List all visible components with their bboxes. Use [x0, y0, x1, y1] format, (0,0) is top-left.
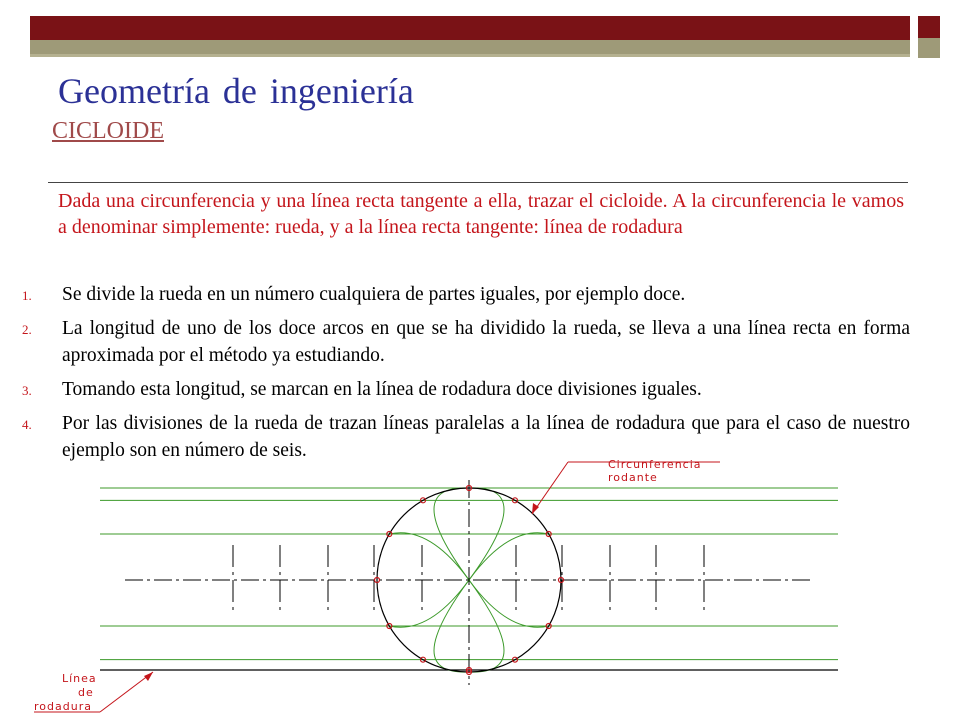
steps-list — [18, 281, 910, 471]
line-label-line2: de — [78, 686, 94, 699]
title-bar-olive-line — [30, 54, 910, 57]
step-number: 1. — [22, 288, 32, 303]
line-label-line1: Línea — [62, 672, 97, 685]
corner-square-red — [918, 16, 940, 38]
step-number: 2. — [22, 322, 32, 337]
line-label-line3: rodadura — [34, 700, 92, 713]
step-item-2 — [18, 315, 910, 369]
line-label-leader — [100, 672, 153, 712]
step-text: Por las divisiones de la rueda de trazan líneas paralelas a la línea de rodadura que para el caso de nuestro ejemplo son en número de seis. — [62, 413, 910, 461]
green-arc — [389, 580, 469, 627]
slide-title: Geometría de ingeniería — [58, 71, 414, 111]
step-number: 3. — [22, 383, 32, 398]
line-label-arrowhead — [144, 672, 153, 681]
corner-square-olive — [918, 38, 940, 58]
intro-paragraph: Dada una circunferencia y una línea recta tangente a ella, trazar el cicloide. A la circunferencia le vamos a denominar simplemente: rueda, y a la línea recta tangente: línea de rodadura — [58, 190, 904, 238]
step-number: 4. — [22, 417, 32, 432]
step-item-1 — [18, 281, 910, 308]
divider-line — [48, 182, 908, 183]
green-arc — [389, 533, 469, 580]
slide-subtitle-link[interactable]: CICLOIDE — [52, 118, 164, 144]
step-text: Tomando esta longitud, se marcan en la línea de rodadura doce divisiones iguales. — [62, 379, 702, 400]
wheel-label-line1: Circunferencia — [608, 458, 702, 471]
title-bar-olive-band — [30, 40, 910, 54]
cycloid-drawing — [0, 455, 960, 720]
step-text: Se divide la rueda en un número cualquiera de partes iguales, por ejemplo doce. — [62, 284, 686, 305]
wheel-label-line2: rodante — [608, 471, 658, 484]
green-arc — [469, 533, 549, 580]
step-text: La longitud de uno de los doce arcos en que se ha dividido la rueda, se lleva a una línea recta en forma aproximada por el método ya estudiando. — [62, 318, 910, 366]
step-item-3 — [18, 376, 910, 403]
green-arc — [469, 580, 549, 627]
